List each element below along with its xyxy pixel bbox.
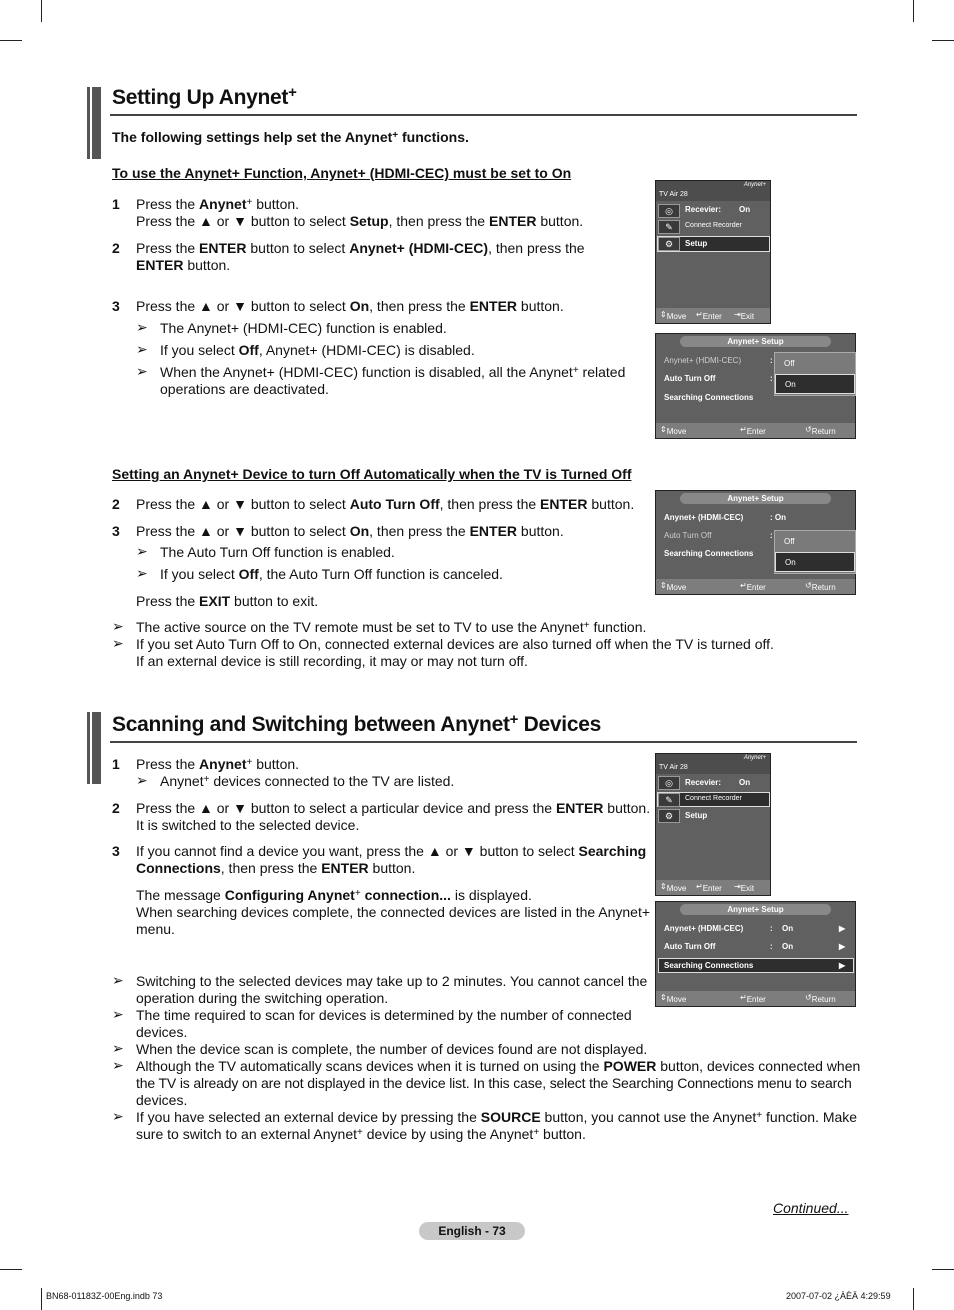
move-label: ⇕ Move bbox=[660, 581, 687, 592]
step-number: 3 bbox=[112, 843, 120, 859]
setup-title: Anynet+ Setup bbox=[680, 336, 831, 347]
exit-instruction: Press the EXIT button to exit. bbox=[136, 593, 319, 609]
note-arrow-icon: ➢ bbox=[112, 1057, 124, 1073]
anynet-setup-screen bbox=[655, 901, 856, 1007]
step-text: Press the Anynet+ button. bbox=[136, 196, 300, 212]
note-arrow-icon: ➢ bbox=[136, 341, 148, 357]
row-hdmi-cec-value: : On bbox=[770, 513, 786, 522]
note-text: If you select Off, Anynet+ (HDMI-CEC) is disabled. bbox=[160, 342, 475, 358]
note-text: sure to switch to an external Anynet+ device by using the Anynet+ button. bbox=[136, 1126, 586, 1142]
step-text: Press the ▲ or ▼ button to select On, then press the ENTER button. bbox=[136, 523, 564, 539]
subheading: To use the Anynet+ Function, Anynet+ (HDMI-CEC) must be set to On bbox=[112, 165, 572, 181]
setup-gear-icon: ⚙ bbox=[658, 237, 680, 251]
note-text: When the device scan is complete, the number of devices found are not displayed. bbox=[136, 1041, 648, 1057]
arrow-right-icon: ▶ bbox=[839, 961, 846, 970]
section-bar bbox=[87, 712, 101, 784]
setup-gear-icon: ⚙ bbox=[658, 809, 680, 823]
step-text: ENTER button. bbox=[136, 257, 231, 273]
note-arrow-icon: ➢ bbox=[136, 319, 148, 335]
option-off: Off bbox=[784, 359, 795, 368]
step-text: If you cannot find a device you want, press the ▲ or ▼ button to select Searching bbox=[136, 843, 647, 859]
note-arrow-icon: ➢ bbox=[136, 772, 148, 788]
menu-receiver-value: On bbox=[739, 778, 751, 787]
anynet-setup-screen bbox=[655, 490, 856, 595]
title-rule bbox=[110, 114, 857, 116]
step-number: 2 bbox=[112, 800, 120, 816]
step-number: 1 bbox=[112, 756, 120, 772]
row-colon: : bbox=[770, 942, 773, 951]
section-bar bbox=[87, 87, 101, 159]
note-text: the TV is already on are not displayed in the device list. In this case, select the Searching Connections menu to search bbox=[136, 1075, 852, 1091]
file-info: BN68-01183Z-00Eng.indb 73 bbox=[46, 1291, 163, 1301]
row-colon: : bbox=[770, 374, 773, 383]
note-arrow-icon: ➢ bbox=[112, 972, 124, 988]
step-text: Connections, then press the ENTER button. bbox=[136, 860, 416, 876]
note-text: If you set Auto Turn Off to On, connected external devices are also turned off when the TV is turned off. bbox=[136, 636, 774, 652]
setup-title: Anynet+ Setup bbox=[680, 904, 831, 915]
note-arrow-icon: ➢ bbox=[136, 565, 148, 581]
note-text: If you have selected an external device by pressing the SOURCE button, you cannot use the Anynet+ function. Make bbox=[136, 1109, 858, 1125]
note-arrow-icon: ➢ bbox=[136, 543, 148, 559]
row-searching: Searching Connections bbox=[664, 961, 754, 970]
row-colon: : bbox=[770, 924, 773, 933]
note-arrow-icon: ➢ bbox=[112, 618, 124, 634]
note-arrow-icon: ➢ bbox=[112, 635, 124, 651]
step-number: 2 bbox=[112, 496, 120, 512]
note-arrow-icon: ➢ bbox=[112, 1006, 124, 1022]
menu-receiver: Recevier: bbox=[685, 778, 722, 787]
section-title: Setting Up Anynet+ bbox=[112, 84, 297, 109]
on-off-popup bbox=[774, 530, 856, 574]
menu-receiver: Recevier: bbox=[685, 205, 722, 214]
note-arrow-icon: ➢ bbox=[112, 1108, 124, 1124]
enter-label: ↵ Enter bbox=[696, 882, 722, 893]
tv-menu-screen bbox=[655, 753, 771, 896]
title-rule bbox=[110, 741, 857, 743]
row-hdmi-cec-value: On bbox=[782, 924, 794, 933]
crop-mark bbox=[0, 40, 22, 41]
crop-mark bbox=[41, 0, 42, 22]
enter-label: ↵ Enter bbox=[740, 425, 766, 436]
step-text: Press the ▲ or ▼ button to select Setup, then press the ENTER button. bbox=[136, 213, 584, 229]
screen-footer bbox=[656, 991, 855, 1006]
enter-label: ↵ Enter bbox=[740, 581, 766, 592]
note-text: devices. bbox=[136, 1092, 188, 1108]
move-label: ⇕ Move bbox=[660, 425, 687, 436]
screen-header bbox=[656, 754, 770, 774]
note-text: If you select Off, the Auto Turn Off function is canceled. bbox=[160, 566, 503, 582]
option-off: Off bbox=[784, 537, 795, 546]
step-text: Press the ▲ or ▼ button to select Auto Turn Off, then press the ENTER button. bbox=[136, 496, 635, 512]
on-off-popup bbox=[774, 352, 856, 396]
move-label: ⇕ Move bbox=[660, 993, 687, 1004]
note-text: The active source on the TV remote must be set to TV to use the Anynet+ function. bbox=[136, 619, 647, 635]
arrow-right-icon: ▶ bbox=[839, 942, 846, 951]
row-auto-turn-off: Auto Turn Off bbox=[664, 531, 712, 540]
note-text: operations are deactivated. bbox=[160, 381, 329, 397]
step-number: 3 bbox=[112, 523, 120, 539]
option-on-selected: On bbox=[775, 552, 855, 572]
crop-mark bbox=[41, 1288, 42, 1310]
anynet-logo: Anynet+ bbox=[743, 755, 766, 761]
note-text: When the Anynet+ (HDMI-CEC) function is disabled, all the Anynet+ related bbox=[160, 364, 626, 380]
channel-label: TV Air 28 bbox=[659, 764, 688, 771]
tv-menu-screen bbox=[655, 180, 771, 324]
option-on-selected: On bbox=[775, 374, 855, 394]
screen-footer bbox=[656, 308, 770, 323]
note-text: Anynet+ devices connected to the TV are listed. bbox=[160, 773, 455, 789]
menu-connect-recorder: Connect Recorder bbox=[685, 222, 742, 229]
crop-mark bbox=[913, 0, 914, 22]
row-auto-turn-off: Auto Turn Off bbox=[664, 374, 716, 383]
menu-connect-recorder: Connect Recorder bbox=[685, 795, 742, 802]
receiver-icon: ◎ bbox=[658, 204, 680, 218]
crop-mark bbox=[932, 40, 954, 41]
step-number: 1 bbox=[112, 196, 120, 212]
note-arrow-icon: ➢ bbox=[112, 1040, 124, 1056]
enter-label: ↵ Enter bbox=[740, 993, 766, 1004]
move-label: ⇕ Move bbox=[660, 882, 687, 893]
row-auto-turn-off: Auto Turn Off bbox=[664, 942, 716, 951]
anynet-setup-screen bbox=[655, 333, 856, 439]
screen-footer bbox=[656, 423, 855, 438]
note-text: Although the TV automatically scans devices when it is turned on using the POWER button, devices connected when bbox=[136, 1058, 861, 1074]
return-label: ↺ Return bbox=[805, 581, 836, 592]
return-label: ↺ Return bbox=[805, 993, 836, 1004]
page-number: English - 73 bbox=[419, 1222, 525, 1240]
step-text: It is switched to the selected device. bbox=[136, 817, 360, 833]
screen-footer bbox=[656, 880, 770, 895]
enter-label: ↵ Enter bbox=[696, 310, 722, 321]
step-text: Press the ▲ or ▼ button to select a particular device and press the ENTER button. bbox=[136, 800, 651, 816]
row-hdmi-cec: Anynet+ (HDMI-CEC) bbox=[664, 356, 742, 365]
menu-setup: Setup bbox=[685, 239, 708, 248]
anynet-logo: Anynet+ bbox=[743, 182, 766, 188]
screen-header bbox=[656, 181, 770, 201]
note-text: operation during the switching operation. bbox=[136, 990, 389, 1006]
row-searching: Searching Connections bbox=[664, 549, 754, 558]
setup-title: Anynet+ Setup bbox=[680, 493, 831, 504]
move-label: ⇕ Move bbox=[660, 310, 687, 321]
channel-label: TV Air 28 bbox=[659, 191, 688, 198]
crop-mark bbox=[0, 1269, 22, 1270]
menu-receiver-value: On bbox=[739, 205, 751, 214]
intro-text: The following settings help set the Anynet+ functions. bbox=[112, 129, 469, 145]
recorder-icon: ✎ bbox=[658, 220, 680, 234]
note-text: The Auto Turn Off function is enabled. bbox=[160, 544, 395, 560]
exit-label: ⇥ Exit bbox=[734, 310, 755, 321]
note-text: The time required to scan for devices is determined by the number of connected bbox=[136, 1007, 632, 1023]
step-number: 2 bbox=[112, 240, 120, 256]
recorder-icon: ✎ bbox=[658, 793, 680, 807]
row-searching: Searching Connections bbox=[664, 393, 754, 402]
row-auto-turn-off-value: On bbox=[782, 942, 794, 951]
step-text: Press the ▲ or ▼ button to select On, then press the ENTER button. bbox=[136, 298, 564, 314]
exit-label: ⇥ Exit bbox=[734, 882, 755, 893]
step-number: 3 bbox=[112, 298, 120, 314]
receiver-icon: ◎ bbox=[658, 776, 680, 790]
row-colon: : bbox=[770, 356, 773, 365]
row-hdmi-cec: Anynet+ (HDMI-CEC) bbox=[664, 924, 744, 933]
print-date: 2007-07-02 ¿ÀÈÄ 4:29:59 bbox=[786, 1291, 891, 1301]
note-text: Switching to the selected devices may take up to 2 minutes. You cannot cancel the bbox=[136, 973, 648, 989]
note-text: The Anynet+ (HDMI-CEC) function is enabled. bbox=[160, 320, 447, 336]
note-text: devices. bbox=[136, 1024, 188, 1040]
row-colon: : bbox=[770, 531, 773, 540]
step-text: Press the Anynet+ button. bbox=[136, 756, 300, 772]
message-text: menu. bbox=[136, 921, 175, 937]
step-text: Press the ENTER button to select Anynet+ (HDMI-CEC), then press the bbox=[136, 240, 585, 256]
section-title: Scanning and Switching between Anynet+ Devices bbox=[112, 711, 601, 736]
message-text: The message Configuring Anynet+ connection... is displayed. bbox=[136, 887, 532, 903]
crop-mark bbox=[932, 1269, 954, 1270]
continued-label: Continued... bbox=[773, 1200, 849, 1216]
note-text: If an external device is still recording, it may or may not turn off. bbox=[136, 653, 528, 669]
return-label: ↺ Return bbox=[805, 425, 836, 436]
arrow-right-icon: ▶ bbox=[839, 924, 846, 933]
menu-setup: Setup bbox=[685, 811, 708, 820]
screen-footer bbox=[656, 579, 855, 594]
message-text: When searching devices complete, the connected devices are listed in the Anynet+ bbox=[136, 904, 651, 920]
row-hdmi-cec: Anynet+ (HDMI-CEC) bbox=[664, 513, 744, 522]
crop-mark bbox=[913, 1288, 914, 1310]
subheading: Setting an Anynet+ Device to turn Off Automatically when the TV is Turned Off bbox=[112, 466, 632, 482]
note-arrow-icon: ➢ bbox=[136, 363, 148, 379]
